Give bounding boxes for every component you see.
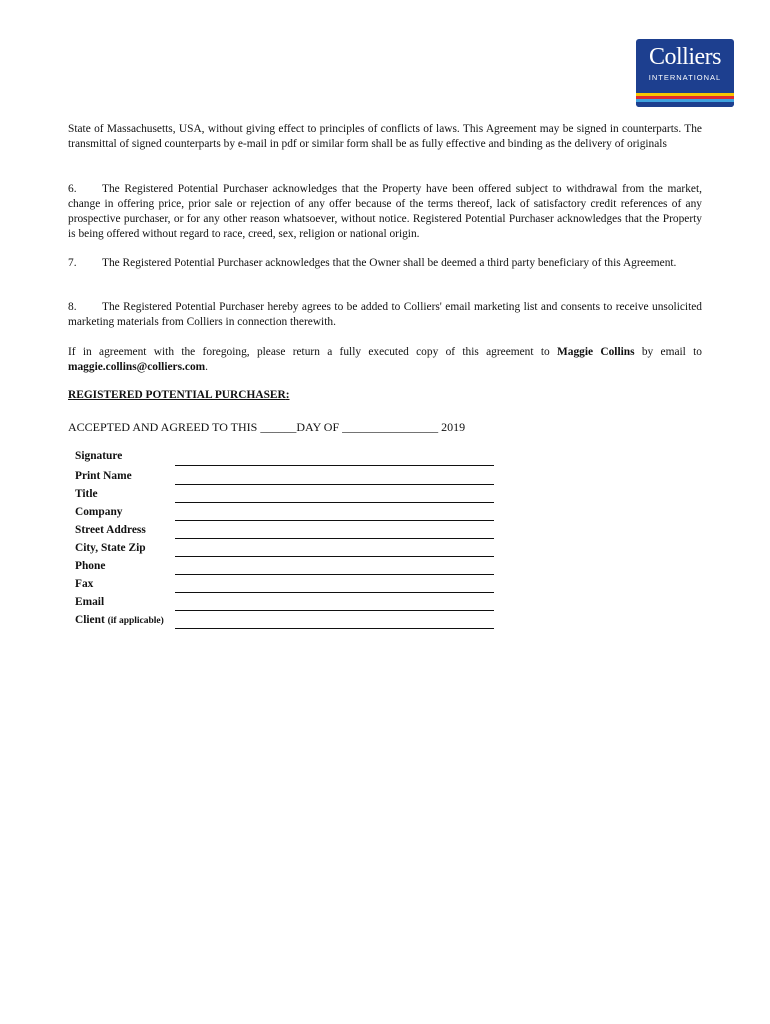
title-field[interactable] [175, 502, 494, 503]
paragraph-6-number: 6. [68, 183, 77, 195]
email-label: Email [75, 596, 105, 608]
client-label-text: Client [75, 614, 105, 626]
paragraph-6-text: The Registered Potential Purchaser acknowledges that the Property have been offered subject to withdrawal from the market, change in offering price, prior sale or rejection of any offer because of the terms thereof, lack of satisfactory credit references of any prospective purchaser, or for any other reason whatsoever, without notice. Registered Potential Purchaser acknowledges that the Property is being offered without regard to race, creed, sex, religion or national origin. [68, 183, 702, 240]
section-heading [68, 389, 290, 401]
return-text-end: . [205, 361, 208, 373]
accepted-agreed-line: ACCEPTED AND AGREED TO THIS ______DAY OF ________________ 2019 [68, 420, 466, 434]
paragraph-8 [68, 300, 702, 330]
paragraph-8-number: 8. [68, 301, 77, 313]
logo-subtitle: INTERNATIONAL [648, 73, 722, 82]
company-field[interactable] [175, 520, 494, 521]
company-label: Company [75, 506, 123, 518]
city-state-zip-label: City, State Zip [75, 542, 146, 554]
signature-label: Signature [75, 450, 123, 462]
phone-field[interactable] [175, 574, 494, 575]
street-address-label: Street Address [75, 524, 146, 536]
email-field[interactable] [175, 610, 494, 611]
logo-wordmark: Colliers [649, 44, 721, 70]
client-label [75, 614, 164, 626]
return-text-mid: by email to [634, 346, 702, 358]
contact-email-link[interactable]: maggie.collins@colliers.com [68, 361, 206, 373]
title-label: Title [75, 488, 98, 500]
section-heading-text: REGISTERED POTENTIAL PURCHASER [68, 389, 286, 401]
paragraph-7-number: 7. [68, 257, 77, 269]
paragraph-return-instructions [68, 345, 702, 375]
street-address-field[interactable] [175, 538, 494, 539]
signature-field[interactable] [175, 465, 494, 466]
city-state-zip-field[interactable] [175, 556, 494, 557]
contact-name: Maggie Collins [557, 346, 635, 358]
colliers-logo [636, 39, 734, 107]
paragraph-6 [68, 182, 702, 242]
phone-label: Phone [75, 560, 106, 572]
fax-label: Fax [75, 578, 94, 590]
return-text-pre: If in agreement with the foregoing, please return a fully executed copy of this agreement to [68, 346, 557, 358]
paragraph-7-text: The Registered Potential Purchaser acknowledges that the Owner shall be deemed a third party beneficiary of this Agreement. [102, 257, 677, 269]
print-name-label: Print Name [75, 470, 132, 482]
paragraph-intro: State of Massachusetts, USA, without giving effect to principles of conflicts of laws. This Agreement may be signed in counterparts. The transmittal of signed counterparts by e-mail in pdf or similar form shall be as fully effective and binding as the delivery of originals [68, 123, 702, 150]
client-field[interactable] [175, 628, 494, 629]
fax-field[interactable] [175, 592, 494, 593]
logo-stripe-blue [636, 102, 734, 107]
paragraph-7 [68, 256, 702, 271]
client-label-note: (if applicable) [107, 616, 164, 626]
print-name-field[interactable] [175, 484, 494, 485]
section-heading-colon: : [285, 389, 290, 401]
paragraph-8-text: The Registered Potential Purchaser hereby agrees to be added to Colliers' email marketing list and consents to receive unsolicited marketing materials from Colliers in connection therewith. [68, 301, 702, 328]
